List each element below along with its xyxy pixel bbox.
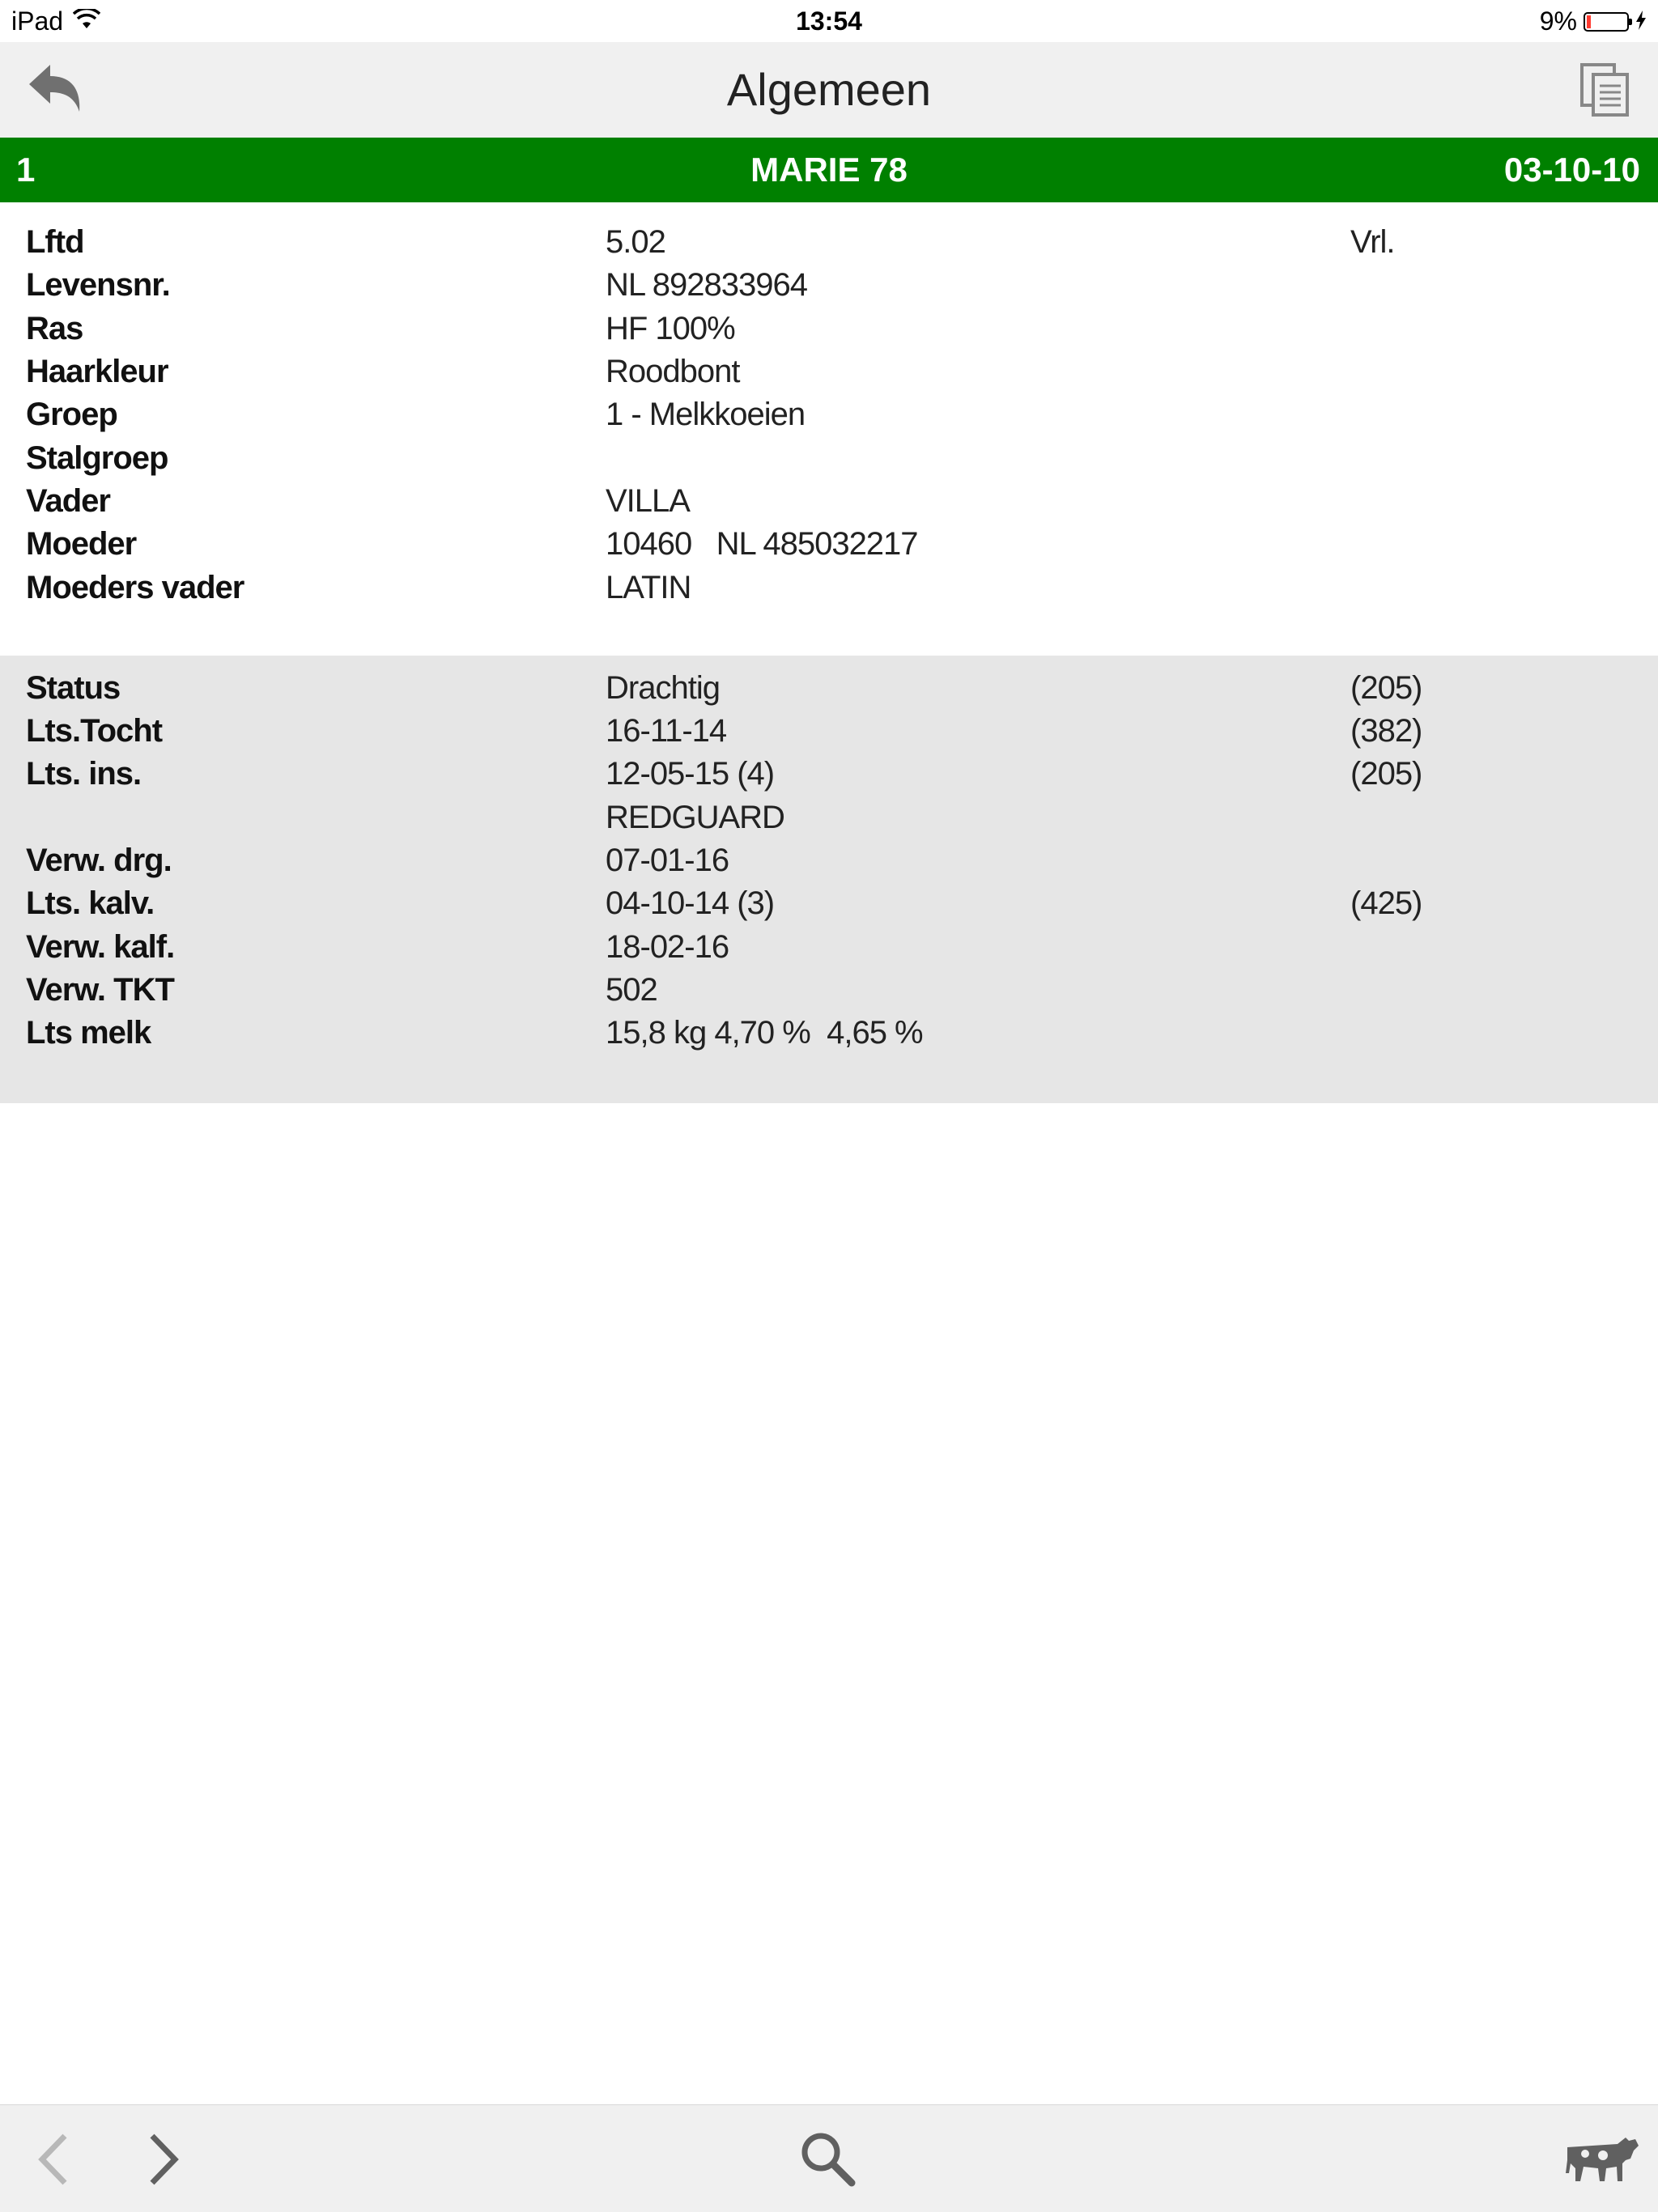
row-label: Levensnr. <box>26 267 170 303</box>
row-value: HF 100% <box>606 311 735 346</box>
general-info-section <box>0 202 1658 656</box>
info-row <box>0 393 1658 436</box>
row-extra: (382) <box>1350 713 1422 749</box>
animal-name: MARIE 78 <box>750 151 908 189</box>
info-row <box>0 437 1658 480</box>
status-row <box>0 753 1658 796</box>
status-row <box>0 1012 1658 1055</box>
status-row <box>0 667 1658 710</box>
charging-icon <box>1635 6 1647 36</box>
row-value: 1 - Melkkoeien <box>606 397 806 432</box>
row-label: Lts.Tocht <box>26 713 163 749</box>
status-row <box>0 796 1658 839</box>
row-value: 502 <box>606 972 657 1008</box>
chevron-left-icon <box>32 2133 81 2186</box>
info-row <box>0 523 1658 566</box>
row-label: Verw. TKT <box>26 972 174 1008</box>
bottom-toolbar <box>0 2104 1658 2212</box>
search-button[interactable] <box>798 2129 857 2188</box>
status-section <box>0 656 1658 1103</box>
row-value: 16-11-14 <box>606 713 727 749</box>
status-row <box>0 969 1658 1012</box>
battery-percent: 9% <box>1539 6 1577 36</box>
page-title: Algemeen <box>726 64 932 115</box>
copy-button[interactable] <box>1577 62 1634 118</box>
search-icon <box>798 2129 857 2188</box>
previous-button[interactable] <box>32 2133 81 2186</box>
status-row <box>0 839 1658 882</box>
row-value: 12-05-15 (4) <box>606 756 775 792</box>
copy-document-icon <box>1577 62 1634 118</box>
info-row <box>0 308 1658 350</box>
device-name: iPad <box>11 6 64 36</box>
row-label: Moeder <box>26 526 137 562</box>
row-label: Vader <box>26 483 110 519</box>
row-value: 15,8 kg 4,70 % 4,65 % <box>606 1015 923 1051</box>
cow-icon <box>1561 2131 1642 2188</box>
animal-button[interactable] <box>1561 2131 1642 2188</box>
row-label: Haarkleur <box>26 354 168 389</box>
info-row <box>0 264 1658 307</box>
row-value: LATIN <box>606 570 691 605</box>
info-row <box>0 221 1658 264</box>
status-row <box>0 926 1658 969</box>
row-label: Verw. kalf. <box>26 929 175 965</box>
info-row <box>0 350 1658 393</box>
status-bar <box>0 0 1658 42</box>
info-row <box>0 567 1658 609</box>
row-label: Status <box>26 670 121 706</box>
row-value: 18-02-16 <box>606 929 729 965</box>
animal-number: 1 <box>16 151 36 189</box>
animal-header <box>0 138 1658 202</box>
row-label: Stalgroep <box>26 440 168 476</box>
row-label: Lftd <box>26 224 84 260</box>
nav-bar <box>0 42 1658 138</box>
status-row <box>0 882 1658 925</box>
row-extra: Vrl. <box>1350 224 1395 260</box>
info-row <box>0 480 1658 523</box>
row-value: 5.02 <box>606 224 665 260</box>
row-value: Roodbont <box>606 354 740 389</box>
animal-birth-date: 03-10-10 <box>1503 151 1640 189</box>
row-extra: (205) <box>1350 756 1422 792</box>
status-right <box>1540 6 1647 36</box>
row-label: Ras <box>26 311 83 346</box>
row-label: Lts. kalv. <box>26 885 155 921</box>
status-row <box>0 710 1658 753</box>
battery-icon <box>1584 12 1629 32</box>
status-time: 13:54 <box>796 6 862 36</box>
row-value: VILLA <box>606 483 690 519</box>
row-value: 04-10-14 (3) <box>606 885 775 921</box>
row-value: 10460 NL 485032217 <box>606 526 918 562</box>
row-value: 07-01-16 <box>606 843 729 878</box>
next-button[interactable] <box>138 2133 186 2186</box>
row-label: Lts melk <box>26 1015 151 1051</box>
chevron-right-icon <box>138 2133 186 2186</box>
row-label: Moeders vader <box>26 570 244 605</box>
row-label: Groep <box>26 397 117 432</box>
row-label: Lts. ins. <box>26 756 142 792</box>
row-label: Verw. drg. <box>26 843 172 878</box>
row-value: Drachtig <box>606 670 720 706</box>
row-value: NL 892833964 <box>606 267 807 303</box>
row-extra: (425) <box>1350 885 1422 921</box>
row-value: REDGUARD <box>606 800 784 835</box>
row-extra: (205) <box>1350 670 1422 706</box>
